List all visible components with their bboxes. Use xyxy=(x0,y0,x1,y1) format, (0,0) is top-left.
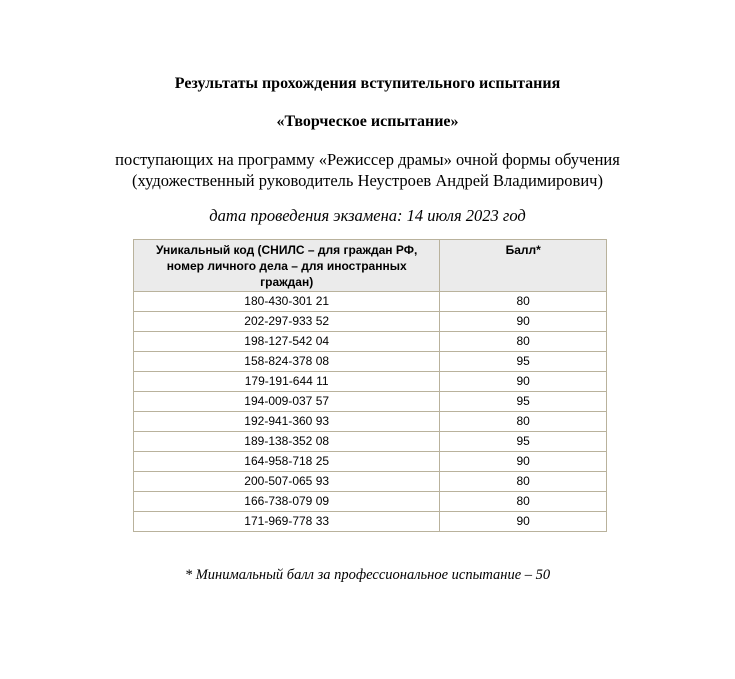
score-cell: 90 xyxy=(440,512,607,532)
score-cell: 95 xyxy=(440,432,607,452)
score-cell: 80 xyxy=(440,292,607,312)
score-cell: 80 xyxy=(440,492,607,512)
document-title: Результаты прохождения вступительного испытания xyxy=(174,75,561,92)
applicant-code-cell: 180-430-301 21 xyxy=(134,292,440,312)
table-row xyxy=(134,452,607,472)
table-row xyxy=(134,292,607,312)
applicant-code-cell: 198-127-542 04 xyxy=(134,332,440,352)
exam-name: «Творческое испытание» xyxy=(276,113,459,130)
exam-date: дата проведения экзамена: 14 июля 2023 год xyxy=(209,206,526,225)
score-cell: 90 xyxy=(440,452,607,472)
applicant-code-cell: 171-969-778 33 xyxy=(134,512,440,532)
score-cell: 90 xyxy=(440,312,607,332)
applicant-code-cell: 194-009-037 57 xyxy=(134,392,440,412)
footnote: * Минимальный балл за профессиональное испытание – 50 xyxy=(184,567,551,583)
table-header-row xyxy=(134,240,607,292)
score-cell: 80 xyxy=(440,412,607,432)
score-cell: 80 xyxy=(440,472,607,492)
table-row xyxy=(134,312,607,332)
table-row xyxy=(134,332,607,352)
score-cell: 95 xyxy=(440,352,607,372)
table-row xyxy=(134,492,607,512)
applicant-code-cell: 164-958-718 25 xyxy=(134,452,440,472)
applicant-code-cell: 202-297-933 52 xyxy=(134,312,440,332)
column-header-code: Уникальный код (СНИЛС – для граждан РФ, номер личного дела – для иностранных граждан) xyxy=(134,240,440,292)
applicant-code-cell: 192-941-360 93 xyxy=(134,412,440,432)
applicant-code-cell: 158-824-378 08 xyxy=(134,352,440,372)
applicant-code-cell: 189-138-352 08 xyxy=(134,432,440,452)
table-row xyxy=(134,472,607,492)
score-cell: 90 xyxy=(440,372,607,392)
table-row xyxy=(134,512,607,532)
table-row xyxy=(134,412,607,432)
score-cell: 95 xyxy=(440,392,607,412)
program-line: поступающих на программу «Режиссер драмы» очной формы обучения xyxy=(115,150,620,169)
applicant-code-cell: 179-191-644 11 xyxy=(134,372,440,392)
applicant-code-cell: 200-507-065 93 xyxy=(134,472,440,492)
supervisor-line: (художественный руководитель Неустроев Андрей Владимирович) xyxy=(132,171,603,190)
table-row xyxy=(134,432,607,452)
table-row xyxy=(134,392,607,412)
applicant-code-cell: 166-738-079 09 xyxy=(134,492,440,512)
column-header-score: Балл* xyxy=(440,240,607,292)
table-row xyxy=(134,372,607,392)
results-table xyxy=(133,239,607,532)
score-cell: 80 xyxy=(440,332,607,352)
table-row xyxy=(134,352,607,372)
